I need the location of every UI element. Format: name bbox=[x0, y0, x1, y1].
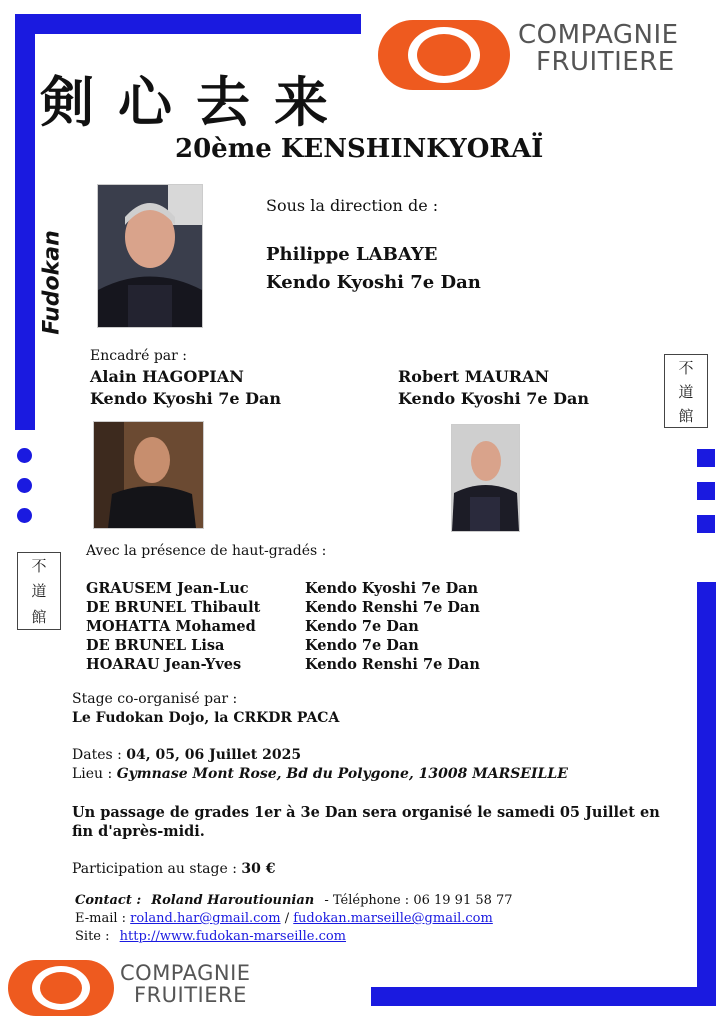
logo-line-2: FRUITIERE bbox=[536, 47, 675, 78]
haut-grade-name: DE BRUNEL Thibault bbox=[86, 599, 261, 616]
encadre-name-1: Alain HAGOPIAN bbox=[90, 367, 244, 386]
site-label: Site : bbox=[75, 929, 110, 944]
haut-grade-rank: Kendo Renshi 7e Dan bbox=[305, 656, 480, 673]
stage-organizers: Le Fudokan Dojo, la CRKDR PACA bbox=[72, 710, 340, 726]
photo-robert-mauran bbox=[451, 424, 520, 532]
frame-bottom-bar bbox=[371, 987, 716, 1006]
email-separator: / bbox=[284, 911, 290, 926]
direction-label: Sous la direction de : bbox=[266, 196, 439, 215]
logo-mark-icon bbox=[8, 958, 114, 1018]
encadre-name-2: Robert MAURAN bbox=[398, 367, 550, 386]
frame-top-bar bbox=[15, 14, 361, 34]
dojo-stamp-left: 不 道 館 bbox=[17, 552, 61, 630]
dates-label: Dates : bbox=[72, 747, 122, 763]
dates-line bbox=[72, 747, 301, 763]
contact-name: Roland Haroutiounian bbox=[151, 893, 315, 908]
dojo-stamp: 不 道 館 bbox=[664, 354, 708, 428]
encadre-grade-1: Kendo Kyoshi 7e Dan bbox=[90, 389, 281, 408]
company-logo-top bbox=[378, 16, 718, 94]
dates-value: 04, 05, 06 Juillet 2025 bbox=[126, 747, 302, 763]
haut-grade-rank: Kendo Renshi 7e Dan bbox=[305, 599, 480, 616]
encadre-label: Encadré par : bbox=[90, 348, 187, 364]
contact-label: Contact : bbox=[75, 893, 142, 908]
director-name: Philippe LABAYE bbox=[266, 244, 438, 265]
photo-philippe-labaye bbox=[97, 184, 203, 328]
frame-left-bar bbox=[15, 14, 35, 430]
company-logo-bottom bbox=[8, 958, 298, 1018]
participation-value: 30 € bbox=[241, 861, 276, 877]
fudokan-side-label: Fudokan bbox=[39, 230, 65, 335]
site-line bbox=[75, 929, 346, 944]
photo-alain-hagopian bbox=[93, 421, 204, 529]
page-title: 20ème KENSHINKYORAÏ bbox=[175, 134, 544, 164]
logo-mark-icon bbox=[378, 18, 510, 94]
participation-label: Participation au stage : bbox=[72, 861, 237, 877]
lieu-line bbox=[72, 766, 568, 782]
contact-line bbox=[75, 893, 513, 908]
haut-grade-name: DE BRUNEL Lisa bbox=[86, 637, 225, 654]
haut-grade-rank: Kendo 7e Dan bbox=[305, 637, 419, 654]
site-link[interactable]: http://www.fudokan-marseille.com bbox=[119, 929, 347, 944]
logo-line-1: COMPAGNIE bbox=[120, 961, 251, 985]
email-link-2[interactable]: fudokan.marseille@gmail.com bbox=[293, 911, 493, 926]
email-line bbox=[75, 911, 493, 926]
stage-label: Stage co-organisé par : bbox=[72, 691, 238, 707]
email-link-1[interactable]: roland.har@gmail.com bbox=[130, 911, 281, 926]
haut-grade-rank: Kendo 7e Dan bbox=[305, 618, 419, 635]
decor-square bbox=[697, 449, 715, 467]
decor-square bbox=[697, 515, 715, 533]
haut-grade-name: GRAUSEM Jean-Luc bbox=[86, 580, 249, 597]
calligraphy: 剣心去来 bbox=[40, 70, 352, 134]
lieu-label: Lieu : bbox=[72, 766, 113, 782]
haut-grade-name: MOHATTA Mohamed bbox=[86, 618, 256, 635]
email-label: E-mail : bbox=[75, 911, 127, 926]
decor-dot bbox=[17, 508, 32, 523]
lieu-value: Gymnase Mont Rose, Bd du Polygone, 13008 MARSEILLE bbox=[116, 766, 568, 782]
decor-dot bbox=[17, 478, 32, 493]
logo-line-1: COMPAGNIE bbox=[518, 20, 679, 50]
logo-line-2: FRUITIERE bbox=[134, 983, 247, 1008]
haut-grade-rank: Kendo Kyoshi 7e Dan bbox=[305, 580, 479, 597]
frame-right-bar bbox=[697, 582, 716, 1006]
director-grade: Kendo Kyoshi 7e Dan bbox=[266, 272, 481, 293]
decor-square bbox=[697, 482, 715, 500]
haut-grade-name: HOARAU Jean-Yves bbox=[86, 656, 242, 673]
decor-dot bbox=[17, 448, 32, 463]
haut-grades-label: Avec la présence de haut-gradés : bbox=[86, 543, 327, 559]
passage-text: Un passage de grades 1er à 3e Dan sera organisé le samedi 05 Juillet en fin d'après-midi. bbox=[72, 804, 660, 840]
encadre-grade-2: Kendo Kyoshi 7e Dan bbox=[398, 389, 589, 408]
contact-phone: - Téléphone : 06 19 91 58 77 bbox=[324, 893, 513, 908]
participation-line bbox=[72, 861, 276, 877]
